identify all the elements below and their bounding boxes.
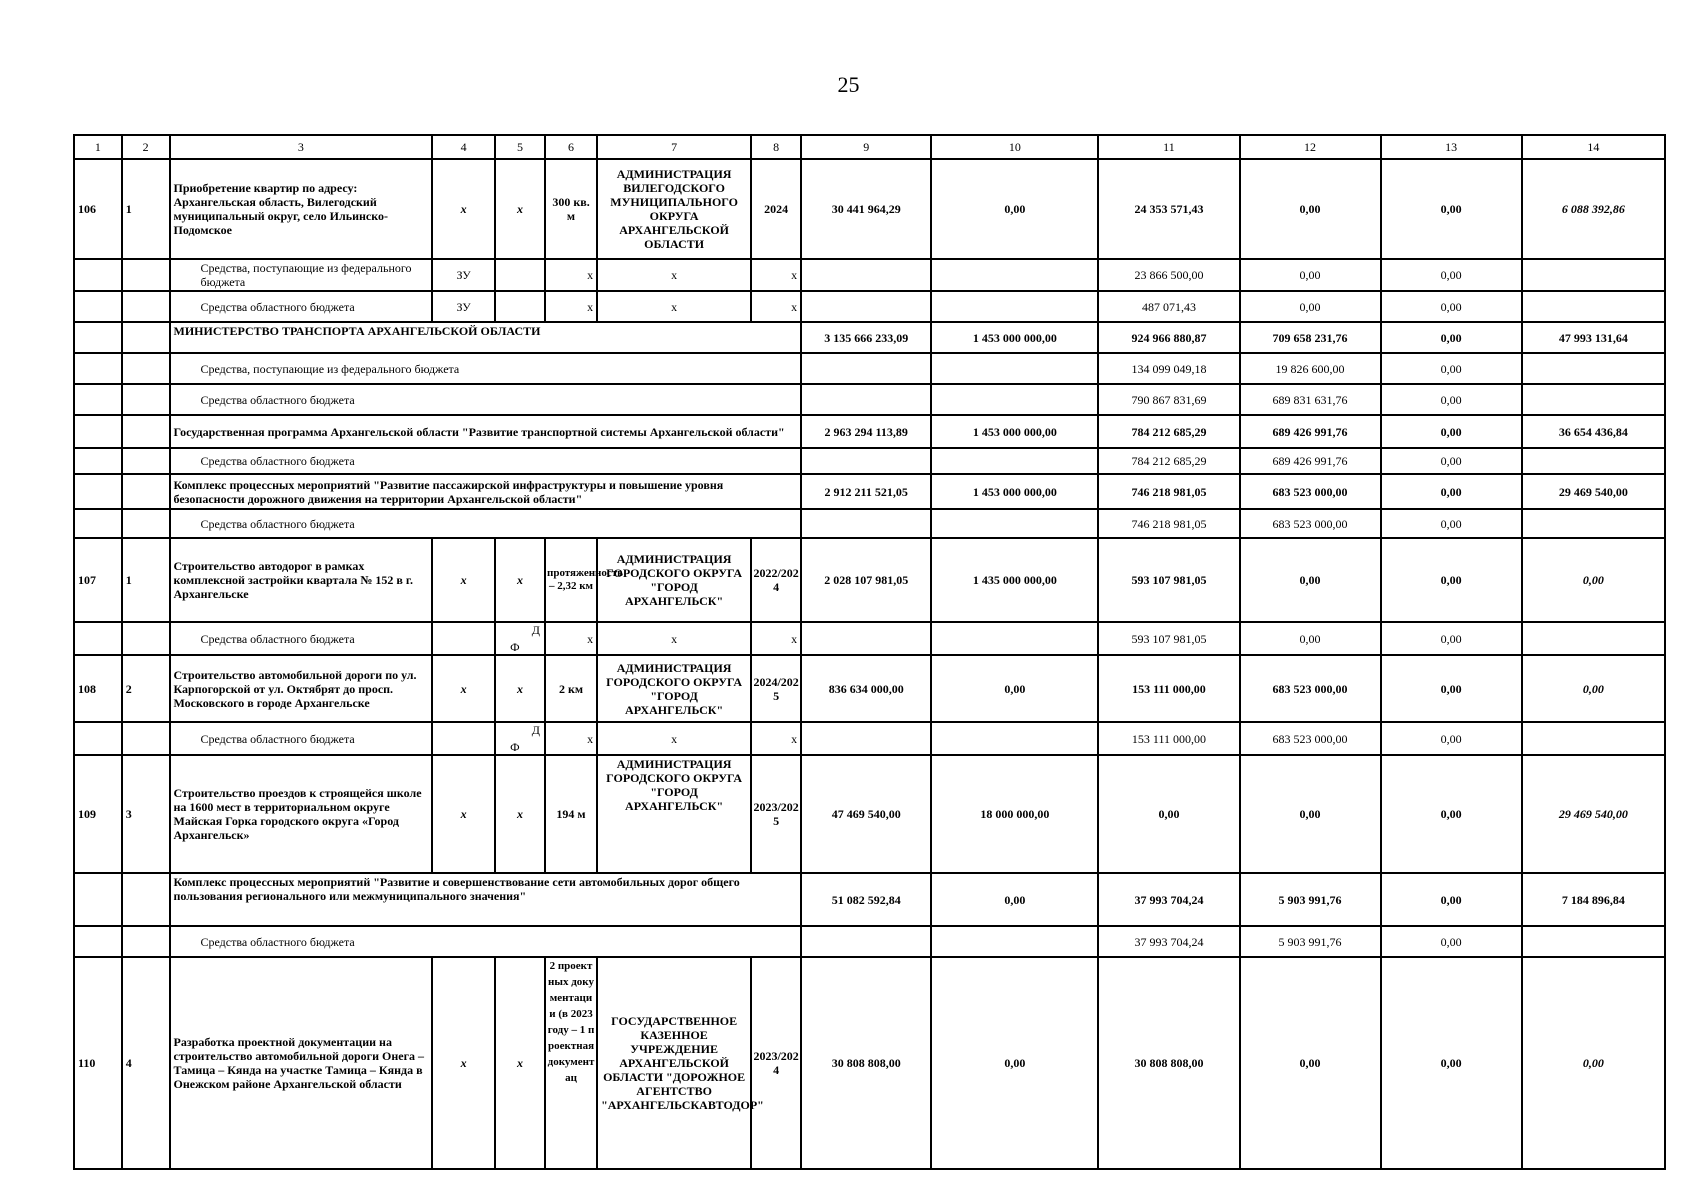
value-13: 0,00 [1381, 259, 1522, 291]
value-14: 36 654 436,84 [1522, 415, 1665, 448]
table-row [74, 384, 1665, 415]
capacity: 2 км [545, 655, 597, 722]
value-13: 0,00 [1381, 755, 1522, 873]
header-row [74, 135, 1665, 159]
value-11: 153 111 000,00 [1098, 722, 1239, 755]
cell-c4: х [432, 655, 495, 722]
cell-c7: х [597, 291, 751, 322]
cell-c7: х [597, 622, 751, 655]
table-row [74, 755, 1665, 873]
table-row [74, 322, 1665, 353]
header-cell: 13 [1381, 135, 1522, 159]
value-9: 51 082 592,84 [801, 873, 931, 926]
value-10: 0,00 [931, 655, 1098, 722]
value-12: 5 903 991,76 [1240, 873, 1381, 926]
cell-c5: х [495, 957, 545, 1169]
capacity: 2 проектных документации (в 2023 году – 1 проектная документац [545, 957, 597, 1169]
value-13: 0,00 [1381, 622, 1522, 655]
value-12: 689 426 991,76 [1240, 415, 1381, 448]
table-row [74, 448, 1665, 474]
value-11: 134 099 049,18 [1098, 353, 1239, 384]
agency: АДМИНИСТРАЦИЯ ГОРОДСКОГО ОКРУГА "ГОРОД АРХАНГЕЛЬСК" [597, 538, 751, 622]
item-name: Строительство автомобильной дороги по ул. Карпогорской от ул. Октябрят до просп. Московского в городе Архангельске [170, 655, 433, 722]
value-10: 1 453 000 000,00 [931, 322, 1098, 353]
item-name: Приобретение квартир по адресу: Архангельская область, Вилегодский муниципальный округ, село Ильинско-Подомское [170, 159, 433, 259]
section-title: Комплекс процессных мероприятий "Развитие пассажирской инфраструктуры и повышение уровня безопасности дорожного движения на территории Архангельской области" [170, 474, 802, 509]
row-number: 109 [74, 755, 122, 873]
year: 2023/2025 [751, 755, 801, 873]
item-number: 1 [122, 159, 170, 259]
value-12: 0,00 [1240, 538, 1381, 622]
value-11: 784 212 685,29 [1098, 415, 1239, 448]
table-row [74, 722, 1665, 755]
value-14: 6 088 392,86 [1522, 159, 1665, 259]
value-13: 0,00 [1381, 474, 1522, 509]
cell-c5: х [495, 755, 545, 873]
value-14: 47 993 131,64 [1522, 322, 1665, 353]
header-cell: 9 [801, 135, 931, 159]
value-13: 0,00 [1381, 873, 1522, 926]
value-11: 746 218 981,05 [1098, 474, 1239, 509]
value-13: 0,00 [1381, 353, 1522, 384]
value-12: 683 523 000,00 [1240, 655, 1381, 722]
value-14: 0,00 [1522, 957, 1665, 1169]
value-13: 0,00 [1381, 415, 1522, 448]
table-row [74, 291, 1665, 322]
table-row [74, 353, 1665, 384]
value-11: 924 966 880,87 [1098, 322, 1239, 353]
value-13: 0,00 [1381, 655, 1522, 722]
header-cell: 14 [1522, 135, 1665, 159]
row-number: 110 [74, 957, 122, 1169]
value-10: 0,00 [931, 873, 1098, 926]
header-cell: 4 [432, 135, 495, 159]
value-13: 0,00 [1381, 957, 1522, 1169]
item-number: 1 [122, 538, 170, 622]
value-10: 1 453 000 000,00 [931, 474, 1098, 509]
value-11: 593 107 981,05 [1098, 622, 1239, 655]
value-13: 0,00 [1381, 159, 1522, 259]
header-cell: 11 [1098, 135, 1239, 159]
header-cell: 12 [1240, 135, 1381, 159]
cell-c4: х [432, 755, 495, 873]
value-12: 689 831 631,76 [1240, 384, 1381, 415]
funding-code [495, 622, 545, 655]
value-9: 2 028 107 981,05 [801, 538, 931, 622]
cell-c4: х [432, 957, 495, 1169]
agency: АДМИНИСТРАЦИЯ ВИЛЕГОДСКОГО МУНИЦИПАЛЬНОГО ОКРУГА АРХАНГЕЛЬСКОЙ ОБЛАСТИ [597, 159, 751, 259]
value-11: 0,00 [1098, 755, 1239, 873]
header-cell: 5 [495, 135, 545, 159]
year: 2023/2024 [751, 957, 801, 1169]
funding-label: Средства областного бюджета [170, 291, 433, 322]
value-11: 593 107 981,05 [1098, 538, 1239, 622]
value-13: 0,00 [1381, 509, 1522, 538]
agency: АДМИНИСТРАЦИЯ ГОРОДСКОГО ОКРУГА "ГОРОД АРХАНГЕЛЬСК" [597, 755, 751, 873]
capacity: 194 м [545, 755, 597, 873]
cell-c5: х [495, 655, 545, 722]
cell-c8: х [751, 722, 801, 755]
cell-c5: х [495, 538, 545, 622]
value-14: 0,00 [1522, 538, 1665, 622]
funding-label: Средства областного бюджета [170, 622, 433, 655]
funding-label: Средства областного бюджета [170, 722, 433, 755]
value-11: 23 866 500,00 [1098, 259, 1239, 291]
table-row [74, 622, 1665, 655]
value-12: 19 826 600,00 [1240, 353, 1381, 384]
funding-code-f: Ф [510, 640, 520, 654]
item-name: Строительство проездов к строящейся школе на 1600 мест в территориальном округе Майская Горка городского округа «Город Архангельск» [170, 755, 433, 873]
table-row [74, 474, 1665, 509]
section-title: Государственная программа Архангельской области "Развитие транспортной системы Архангельской области" [170, 415, 802, 448]
page-number: 25 [837, 72, 860, 97]
funding-label: Средства областного бюджета [170, 509, 802, 538]
row-number: 106 [74, 159, 122, 259]
value-9: 2 912 211 521,05 [801, 474, 931, 509]
value-13: 0,00 [1381, 291, 1522, 322]
item-name: Разработка проектной документации на строительство автомобильной дороги Онега – Тамица – Кянда на участке Тамица – Кянда в Онежском районе Архангельской области [170, 957, 433, 1169]
section-title: МИНИСТЕРСТВО ТРАНСПОРТА АРХАНГЕЛЬСКОЙ ОБЛАСТИ [170, 322, 802, 353]
cell-c6: х [545, 259, 597, 291]
funding-label: Средства областного бюджета [170, 926, 802, 957]
header-cell: 1 [74, 135, 122, 159]
value-13: 0,00 [1381, 384, 1522, 415]
cell-c5: х [495, 159, 545, 259]
cell-c8: х [751, 259, 801, 291]
row-number: 107 [74, 538, 122, 622]
value-12: 689 426 991,76 [1240, 448, 1381, 474]
value-11: 790 867 831,69 [1098, 384, 1239, 415]
funding-label: Средства, поступающие из федерального бюджета [170, 259, 433, 291]
funding-code-d: Д [531, 723, 540, 737]
header-cell: 7 [597, 135, 751, 159]
value-11: 30 808 808,00 [1098, 957, 1239, 1169]
value-10: 0,00 [931, 159, 1098, 259]
header-cell: 8 [751, 135, 801, 159]
value-9: 47 469 540,00 [801, 755, 931, 873]
funding-code [495, 722, 545, 755]
value-14: 7 184 896,84 [1522, 873, 1665, 926]
value-10: 0,00 [931, 957, 1098, 1169]
agency: АДМИНИСТРАЦИЯ ГОРОДСКОГО ОКРУГА "ГОРОД АРХАНГЕЛЬСК" [597, 655, 751, 722]
value-12: 0,00 [1240, 755, 1381, 873]
value-12: 0,00 [1240, 259, 1381, 291]
table-row [74, 957, 1665, 1169]
funding-label: Средства областного бюджета [170, 384, 802, 415]
value-13: 0,00 [1381, 448, 1522, 474]
value-9: 30 441 964,29 [801, 159, 931, 259]
agency: ГОСУДАРСТВЕННОЕ КАЗЕННОЕ УЧРЕЖДЕНИЕ АРХАНГЕЛЬСКОЙ ОБЛАСТИ "ДОРОЖНОЕ АГЕНТСТВО "АРХАНГЕЛЬСКАВТОДОР" [597, 957, 751, 1169]
value-13: 0,00 [1381, 538, 1522, 622]
cell-c7: х [597, 259, 751, 291]
value-14: 0,00 [1522, 655, 1665, 722]
value-12: 0,00 [1240, 291, 1381, 322]
value-11: 37 993 704,24 [1098, 873, 1239, 926]
value-11: 784 212 685,29 [1098, 448, 1239, 474]
cell-c4: ЗУ [432, 291, 495, 322]
value-12: 683 523 000,00 [1240, 722, 1381, 755]
value-14: 29 469 540,00 [1522, 755, 1665, 873]
table-row [74, 538, 1665, 622]
value-12: 0,00 [1240, 957, 1381, 1169]
year: 2024/2025 [751, 655, 801, 722]
cell-c6: х [545, 622, 597, 655]
cell-c8: х [751, 291, 801, 322]
cell-c8: х [751, 622, 801, 655]
header-cell: 6 [545, 135, 597, 159]
value-9: 30 808 808,00 [801, 957, 931, 1169]
value-13: 0,00 [1381, 722, 1522, 755]
value-12: 0,00 [1240, 622, 1381, 655]
header-cell: 3 [170, 135, 433, 159]
table-row [74, 259, 1665, 291]
value-10: 18 000 000,00 [931, 755, 1098, 873]
table-row [74, 655, 1665, 722]
table-row [74, 873, 1665, 926]
value-13: 0,00 [1381, 322, 1522, 353]
value-13: 0,00 [1381, 926, 1522, 957]
funding-code-d: Д [531, 623, 540, 637]
cell-c4: х [432, 538, 495, 622]
value-14: 29 469 540,00 [1522, 474, 1665, 509]
table-row [74, 509, 1665, 538]
item-number: 2 [122, 655, 170, 722]
cell-c4: ЗУ [432, 259, 495, 291]
cell-c6: х [545, 291, 597, 322]
value-9: 836 634 000,00 [801, 655, 931, 722]
value-12: 5 903 991,76 [1240, 926, 1381, 957]
item-name: Строительство автодорог в рамках комплексной застройки квартала № 152 в г. Архангельске [170, 538, 433, 622]
value-9: 2 963 294 113,89 [801, 415, 931, 448]
funding-label: Средства, поступающие из федерального бюджета [170, 353, 802, 384]
funding-code-f: Ф [510, 740, 520, 754]
value-12: 683 523 000,00 [1240, 509, 1381, 538]
value-12: 0,00 [1240, 159, 1381, 259]
table-row [74, 926, 1665, 957]
value-11: 746 218 981,05 [1098, 509, 1239, 538]
cell-c6: х [545, 722, 597, 755]
year: 2024 [751, 159, 801, 259]
value-9: 3 135 666 233,09 [801, 322, 931, 353]
header-cell: 2 [122, 135, 170, 159]
budget-table [73, 134, 1666, 1170]
value-10: 1 435 000 000,00 [931, 538, 1098, 622]
item-number: 4 [122, 957, 170, 1169]
funding-label: Средства областного бюджета [170, 448, 802, 474]
year: 2022/2024 [751, 538, 801, 622]
row-number: 108 [74, 655, 122, 722]
capacity: протяженность – 2,32 км [545, 538, 597, 622]
table-row [74, 415, 1665, 448]
table-row [74, 159, 1665, 259]
section-title: Комплекс процессных мероприятий "Развитие и совершенствование сети автомобильных дорог общего пользования регионального или межмуниципального значения" [170, 873, 802, 926]
value-12: 683 523 000,00 [1240, 474, 1381, 509]
cell-c7: х [597, 722, 751, 755]
value-11: 24 353 571,43 [1098, 159, 1239, 259]
value-12: 709 658 231,76 [1240, 322, 1381, 353]
value-10: 1 453 000 000,00 [931, 415, 1098, 448]
header-cell: 10 [931, 135, 1098, 159]
capacity: 300 кв. м [545, 159, 597, 259]
value-11: 153 111 000,00 [1098, 655, 1239, 722]
value-11: 37 993 704,24 [1098, 926, 1239, 957]
item-number: 3 [122, 755, 170, 873]
cell-c4: х [432, 159, 495, 259]
value-11: 487 071,43 [1098, 291, 1239, 322]
